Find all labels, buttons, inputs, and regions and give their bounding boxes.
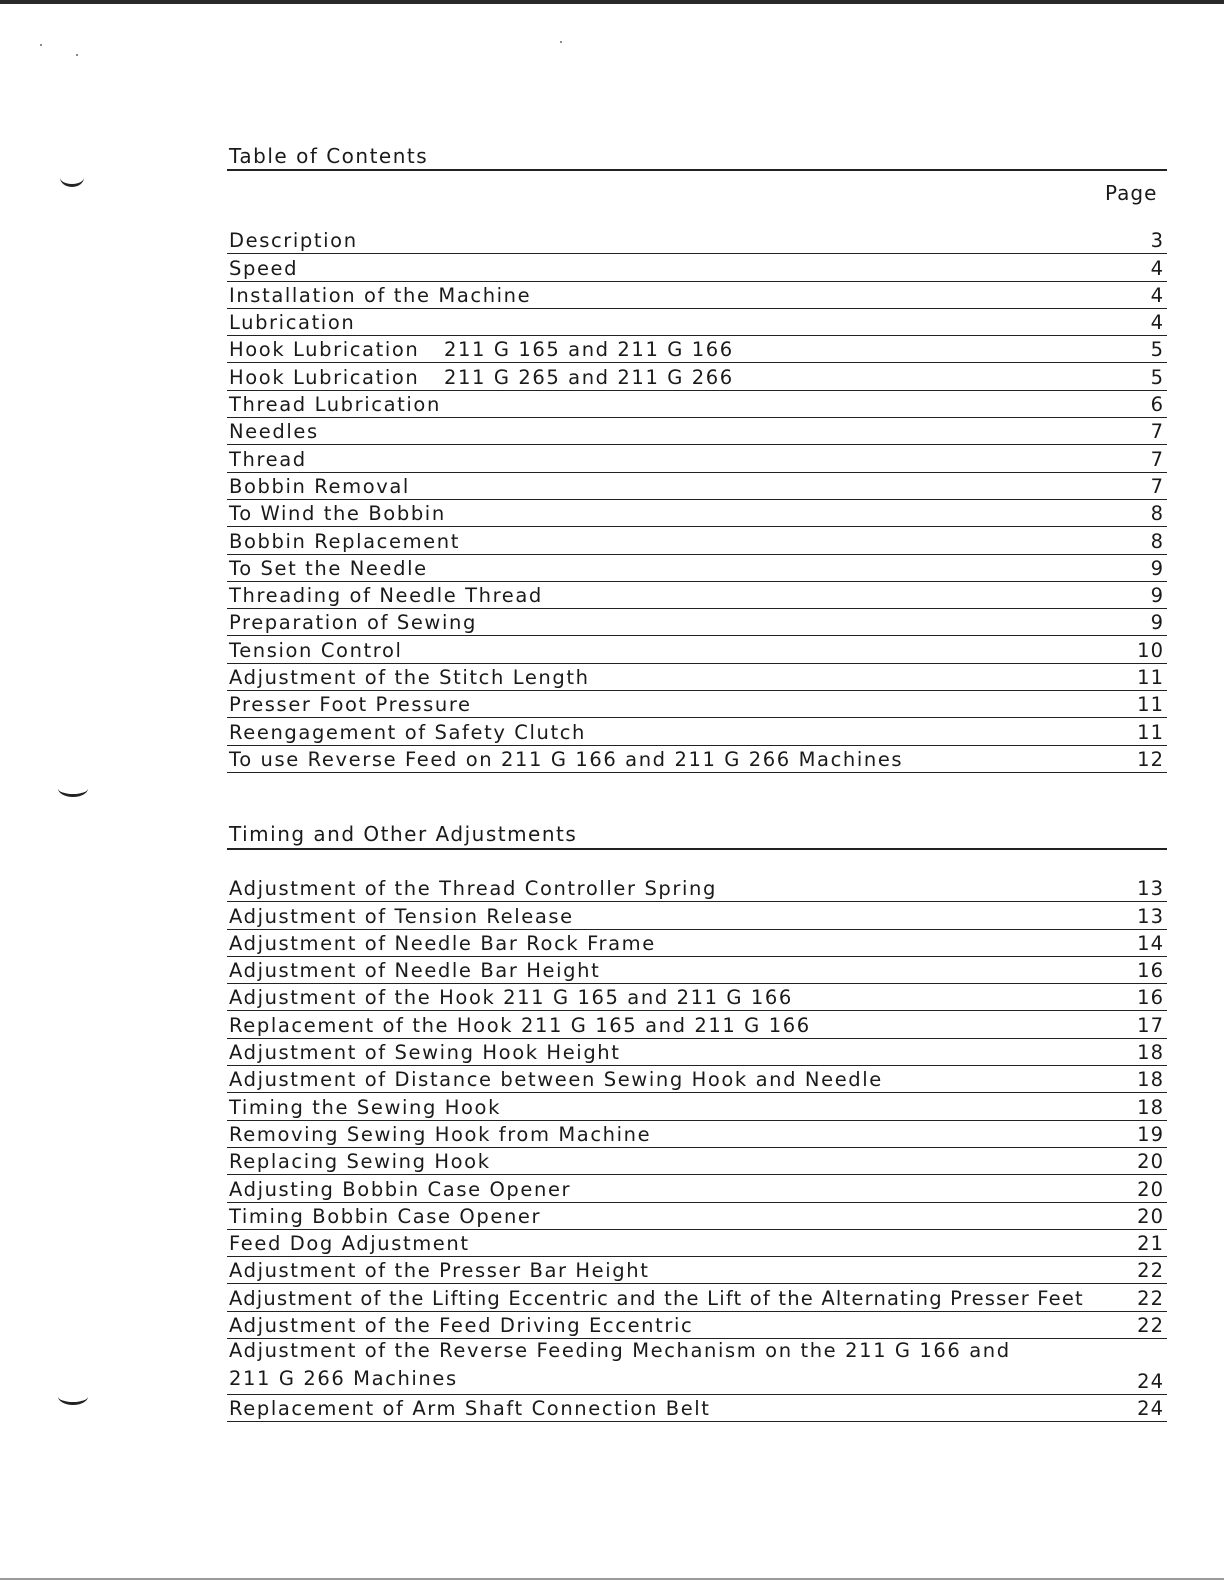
entry-label: Adjustment of the Thread Controller Spring — [229, 877, 717, 901]
entry-label: Adjustment of the Hook 211 G 165 and 211 G 166 — [229, 986, 793, 1010]
entry-page: 24 — [1137, 1370, 1164, 1394]
entry-page: 12 — [1137, 747, 1164, 771]
toc-row-safety-clutch[interactable] — [227, 718, 1167, 745]
entry-label: Preparation of Sewing — [229, 611, 477, 635]
punch-hole-mark-middle — [58, 780, 88, 797]
entry-page: 13 — [1137, 904, 1164, 928]
entry-page: 22 — [1137, 1259, 1164, 1283]
toc-row-speed[interactable] — [227, 254, 1167, 281]
timing-row[interactable] — [227, 1230, 1167, 1257]
entry-page: 20 — [1137, 1150, 1164, 1174]
entry-label: Adjustment of the Lifting Eccentric and the Lift of the Alternating Presser Feet — [229, 1286, 1084, 1310]
entry-page: 17 — [1137, 1013, 1164, 1037]
toc-title: Table of Contents — [229, 144, 429, 168]
entry-label: Adjustment of the Presser Bar Height — [229, 1259, 650, 1283]
entry-label: Feed Dog Adjustment — [229, 1232, 470, 1256]
entry-label-text: Hook Lubrication — [229, 365, 420, 389]
entry-page: 7 — [1150, 447, 1164, 471]
entry-page: 18 — [1137, 1041, 1164, 1065]
toc-row-stitch-length[interactable] — [227, 664, 1167, 691]
entry-label — [229, 365, 734, 389]
timing-row[interactable] — [227, 1339, 1167, 1395]
entry-label: Thread — [229, 447, 307, 471]
toc-row-description[interactable] — [227, 227, 1167, 254]
entry-page: 11 — [1137, 666, 1164, 690]
timing-row[interactable] — [227, 1066, 1167, 1093]
timing-row[interactable] — [227, 1011, 1167, 1038]
entry-label: Adjustment of the Stitch Length — [229, 666, 590, 690]
timing-row[interactable] — [227, 1175, 1167, 1202]
entry-label: Thread Lubrication — [229, 393, 441, 417]
toc-row-lubrication[interactable] — [227, 309, 1167, 336]
timing-row[interactable] — [227, 1284, 1167, 1311]
entry-label: Bobbin Replacement — [229, 529, 460, 553]
timing-row[interactable] — [227, 957, 1167, 984]
entry-page: 4 — [1150, 256, 1164, 280]
entry-label: Speed — [229, 256, 299, 280]
timing-row[interactable] — [227, 902, 1167, 929]
page-column-header: Page — [1105, 181, 1158, 205]
scan-speck — [560, 41, 562, 43]
timing-row[interactable] — [227, 930, 1167, 957]
timing-row[interactable] — [227, 1395, 1167, 1422]
timing-row[interactable] — [227, 1039, 1167, 1066]
timing-row[interactable] — [227, 875, 1167, 902]
timing-row[interactable] — [227, 984, 1167, 1011]
toc-row-hook-lubrication-165[interactable] — [227, 336, 1167, 363]
toc-row-bobbin-removal[interactable] — [227, 473, 1167, 500]
entry-page: 22 — [1137, 1286, 1164, 1310]
punch-hole-mark-top — [60, 168, 84, 187]
entry-page: 9 — [1150, 556, 1164, 580]
toc-row-tension-control[interactable] — [227, 636, 1167, 663]
entry-page: 19 — [1137, 1122, 1164, 1146]
entry-label: Replacing Sewing Hook — [229, 1150, 491, 1174]
entry-label: Description — [229, 229, 358, 253]
entry-page: 20 — [1137, 1204, 1164, 1228]
entry-label: Lubrication — [229, 311, 356, 335]
toc-row-needles[interactable] — [227, 418, 1167, 445]
toc-row-wind-bobbin[interactable] — [227, 500, 1167, 527]
entry-page: 4 — [1150, 311, 1164, 335]
toc-list — [227, 227, 1167, 773]
entry-label: Adjustment of the Feed Driving Eccentric — [229, 1314, 694, 1338]
entry-label: Adjustment of Tension Release — [229, 904, 574, 928]
entry-detail: 211 G 165 and 211 G 166 — [444, 338, 734, 362]
entry-page: 9 — [1150, 611, 1164, 635]
entry-label: Needles — [229, 420, 319, 444]
entry-label: Adjustment of Needle Bar Height — [229, 959, 601, 983]
entry-page: 22 — [1137, 1314, 1164, 1338]
entry-page: 7 — [1150, 474, 1164, 498]
scan-bottom-edge — [0, 1578, 1224, 1580]
toc-row-thread[interactable] — [227, 445, 1167, 472]
entry-label: Removing Sewing Hook from Machine — [229, 1122, 652, 1146]
entry-label — [229, 338, 734, 362]
entry-label: Presser Foot Pressure — [229, 693, 472, 717]
entry-label: Adjustment of Sewing Hook Height — [229, 1041, 621, 1065]
entry-label: To Set the Needle — [229, 556, 428, 580]
entry-page: 7 — [1150, 420, 1164, 444]
toc-row-installation[interactable] — [227, 282, 1167, 309]
scan-speck — [40, 44, 42, 46]
entry-label: Adjustment of the Reverse Feeding Mechanism on the 211 G 166 and 211 G 266 Machines — [229, 1339, 1011, 1391]
entry-label: Adjusting Bobbin Case Opener — [229, 1177, 572, 1201]
entry-page: 4 — [1150, 283, 1164, 307]
punch-hole-mark-bottom — [58, 1388, 88, 1405]
entry-page: 16 — [1137, 986, 1164, 1010]
entry-page: 6 — [1150, 393, 1164, 417]
entry-label-text: Hook Lubrication — [229, 338, 420, 362]
entry-page: 16 — [1137, 959, 1164, 983]
entry-label: Timing Bobbin Case Opener — [229, 1204, 542, 1228]
entry-label: Adjustment of Needle Bar Rock Frame — [229, 931, 656, 955]
entry-page: 13 — [1137, 877, 1164, 901]
entry-label: Adjustment of Distance between Sewing Hook and Needle — [229, 1068, 883, 1092]
timing-row[interactable] — [227, 1257, 1167, 1284]
timing-row[interactable] — [227, 1203, 1167, 1230]
entry-page: 8 — [1150, 529, 1164, 553]
timing-row[interactable] — [227, 1148, 1167, 1175]
entry-page: 5 — [1150, 365, 1164, 389]
timing-title-rule — [227, 848, 1167, 850]
entry-page: 3 — [1150, 229, 1164, 253]
entry-page: 20 — [1137, 1177, 1164, 1201]
toc-row-threading[interactable] — [227, 582, 1167, 609]
entry-detail: 211 G 265 and 211 G 266 — [444, 365, 734, 389]
scan-speck — [76, 54, 78, 56]
entry-page: 24 — [1137, 1397, 1164, 1421]
entry-page: 14 — [1137, 931, 1164, 955]
entry-label: Replacement of Arm Shaft Connection Belt — [229, 1397, 711, 1421]
toc-row-set-needle[interactable] — [227, 555, 1167, 582]
timing-row[interactable] — [227, 1121, 1167, 1148]
entry-page: 21 — [1137, 1232, 1164, 1256]
toc-row-bobbin-replacement[interactable] — [227, 527, 1167, 554]
timing-list — [227, 875, 1167, 1422]
entry-page: 11 — [1137, 693, 1164, 717]
entry-label: Threading of Needle Thread — [229, 584, 543, 608]
title-rule — [227, 169, 1167, 171]
entry-label: Timing the Sewing Hook — [229, 1095, 501, 1119]
entry-label: To Wind the Bobbin — [229, 502, 446, 526]
entry-label: Installation of the Machine — [229, 283, 532, 307]
scan-top-edge — [0, 0, 1224, 4]
entry-label: Replacement of the Hook 211 G 165 and 211 G 166 — [229, 1013, 811, 1037]
entry-label: To use Reverse Feed on 211 G 166 and 211 G 266 Machines — [229, 747, 904, 771]
timing-row[interactable] — [227, 1312, 1167, 1339]
toc-row-preparation[interactable] — [227, 609, 1167, 636]
entry-label: Bobbin Removal — [229, 474, 410, 498]
entry-page: 18 — [1137, 1095, 1164, 1119]
entry-page: 18 — [1137, 1068, 1164, 1092]
entry-page: 8 — [1150, 502, 1164, 526]
entry-page: 9 — [1150, 584, 1164, 608]
entry-page: 10 — [1137, 638, 1164, 662]
toc-row-presser-foot[interactable] — [227, 691, 1167, 718]
entry-label: Tension Control — [229, 638, 403, 662]
timing-row[interactable] — [227, 1093, 1167, 1120]
entry-page: 11 — [1137, 720, 1164, 744]
toc-row-thread-lubrication[interactable] — [227, 391, 1167, 418]
toc-row-reverse-feed[interactable] — [227, 746, 1167, 773]
entry-label: Reengagement of Safety Clutch — [229, 720, 587, 744]
entry-page: 5 — [1150, 338, 1164, 362]
toc-row-hook-lubrication-265[interactable] — [227, 363, 1167, 390]
timing-section-title: Timing and Other Adjustments — [229, 822, 578, 846]
